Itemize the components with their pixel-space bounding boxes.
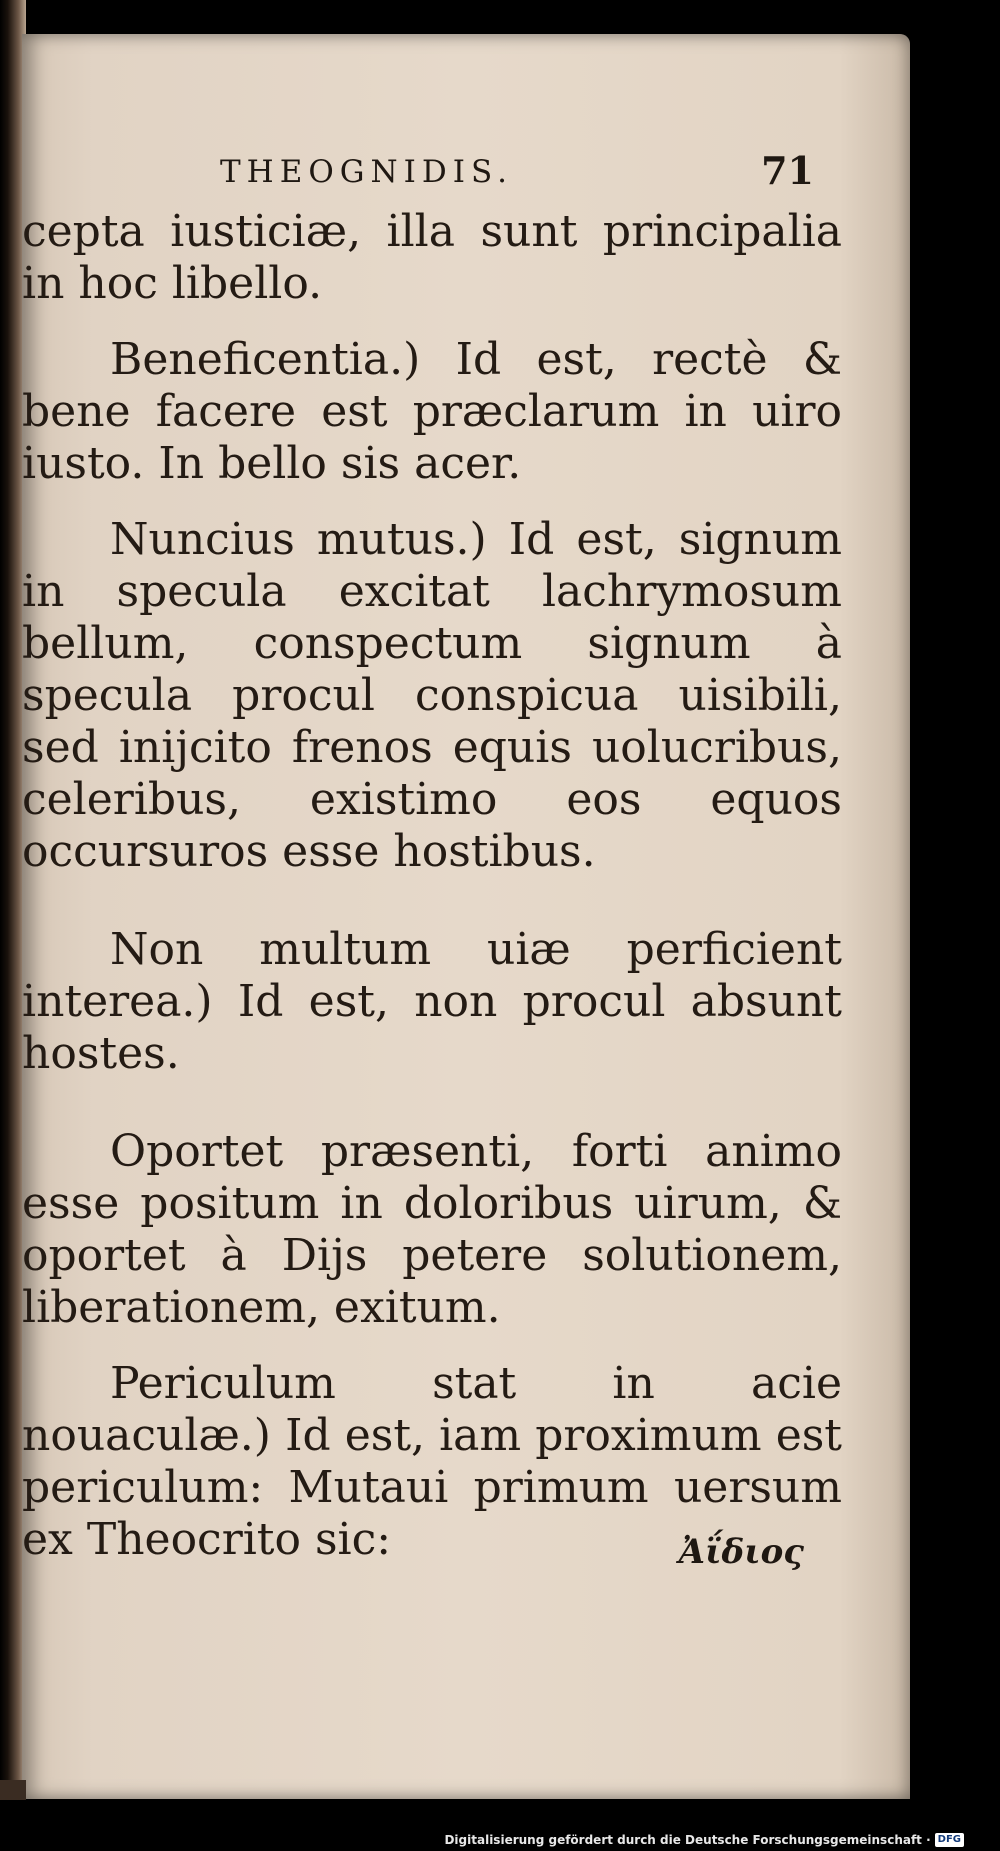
paragraph-4: Non multum uiæ perficient interea.) Id est, non procul absunt hostes. bbox=[22, 924, 842, 1079]
page-body bbox=[22, 206, 842, 1566]
credit-text: Digitalisierung gefördert durch die Deutsche Forschungsgemeinschaft · bbox=[444, 1833, 931, 1847]
paragraph-3: Nuncius mutus.) Id est, signum in specula excitat lachrymosum bellum, conspectum signum à specula procul conspicua uisibili, sed inijcito frenos equis uolucribus, celeribus, existimo eos equos occursuros esse hostibus. bbox=[22, 514, 842, 877]
paragraph-1: cepta iusticiæ, illa sunt principalia in hoc libello. bbox=[22, 206, 842, 309]
page-header bbox=[22, 126, 910, 193]
footer-band bbox=[0, 1800, 1000, 1851]
book-page bbox=[22, 34, 910, 1799]
paragraph-5: Oportet præsenti, forti animo esse positum in doloribus uirum, & oportet à Dijs petere solutionem, liberationem, exitum. bbox=[22, 1126, 842, 1333]
dfg-logo-icon: DFG bbox=[935, 1833, 964, 1847]
catchword: Ἀΐδιος bbox=[678, 1532, 804, 1572]
digitization-credit bbox=[444, 1833, 964, 1847]
paragraph-2: Beneficentia.) Id est, rectè & bene facere est præclarum in uiro iusto. In bello sis acer. bbox=[22, 334, 842, 489]
running-head: THEOGNIDIS. bbox=[220, 154, 513, 190]
page-number: 71 bbox=[761, 148, 814, 193]
paragraph-6: Periculum stat in acie nouaculæ.) Id est, iam proximum est periculum: Mutaui primum uersum ex Theocrito sic: bbox=[22, 1358, 842, 1565]
